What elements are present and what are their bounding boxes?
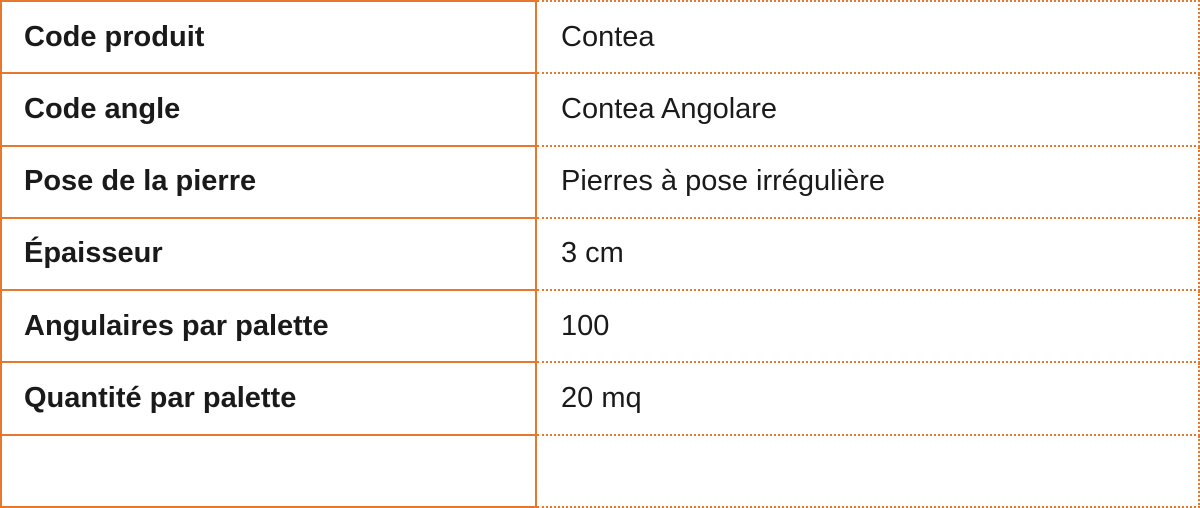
spec-value: Pierres à pose irrégulière [536,146,1199,218]
spec-label: Pose de la pierre [1,146,536,218]
spec-label: Épaisseur [1,218,536,290]
spec-value: 3 cm [536,218,1199,290]
spec-label: Angulaires par palette [1,290,536,362]
spec-table-body [1,1,1199,507]
spec-value: Contea [536,1,1199,73]
spec-label: Code angle [1,73,536,145]
spec-label: Quantité par palette [1,362,536,434]
spec-value [536,435,1199,507]
spec-label [1,435,536,507]
spec-label: Code produit [1,1,536,73]
table-row [1,362,1199,434]
spec-value: Contea Angolare [536,73,1199,145]
table-row [1,290,1199,362]
table-row [1,1,1199,73]
table-row [1,218,1199,290]
table-row [1,73,1199,145]
spec-value: 100 [536,290,1199,362]
table-row-empty [1,435,1199,507]
table-row [1,146,1199,218]
spec-value: 20 mq [536,362,1199,434]
